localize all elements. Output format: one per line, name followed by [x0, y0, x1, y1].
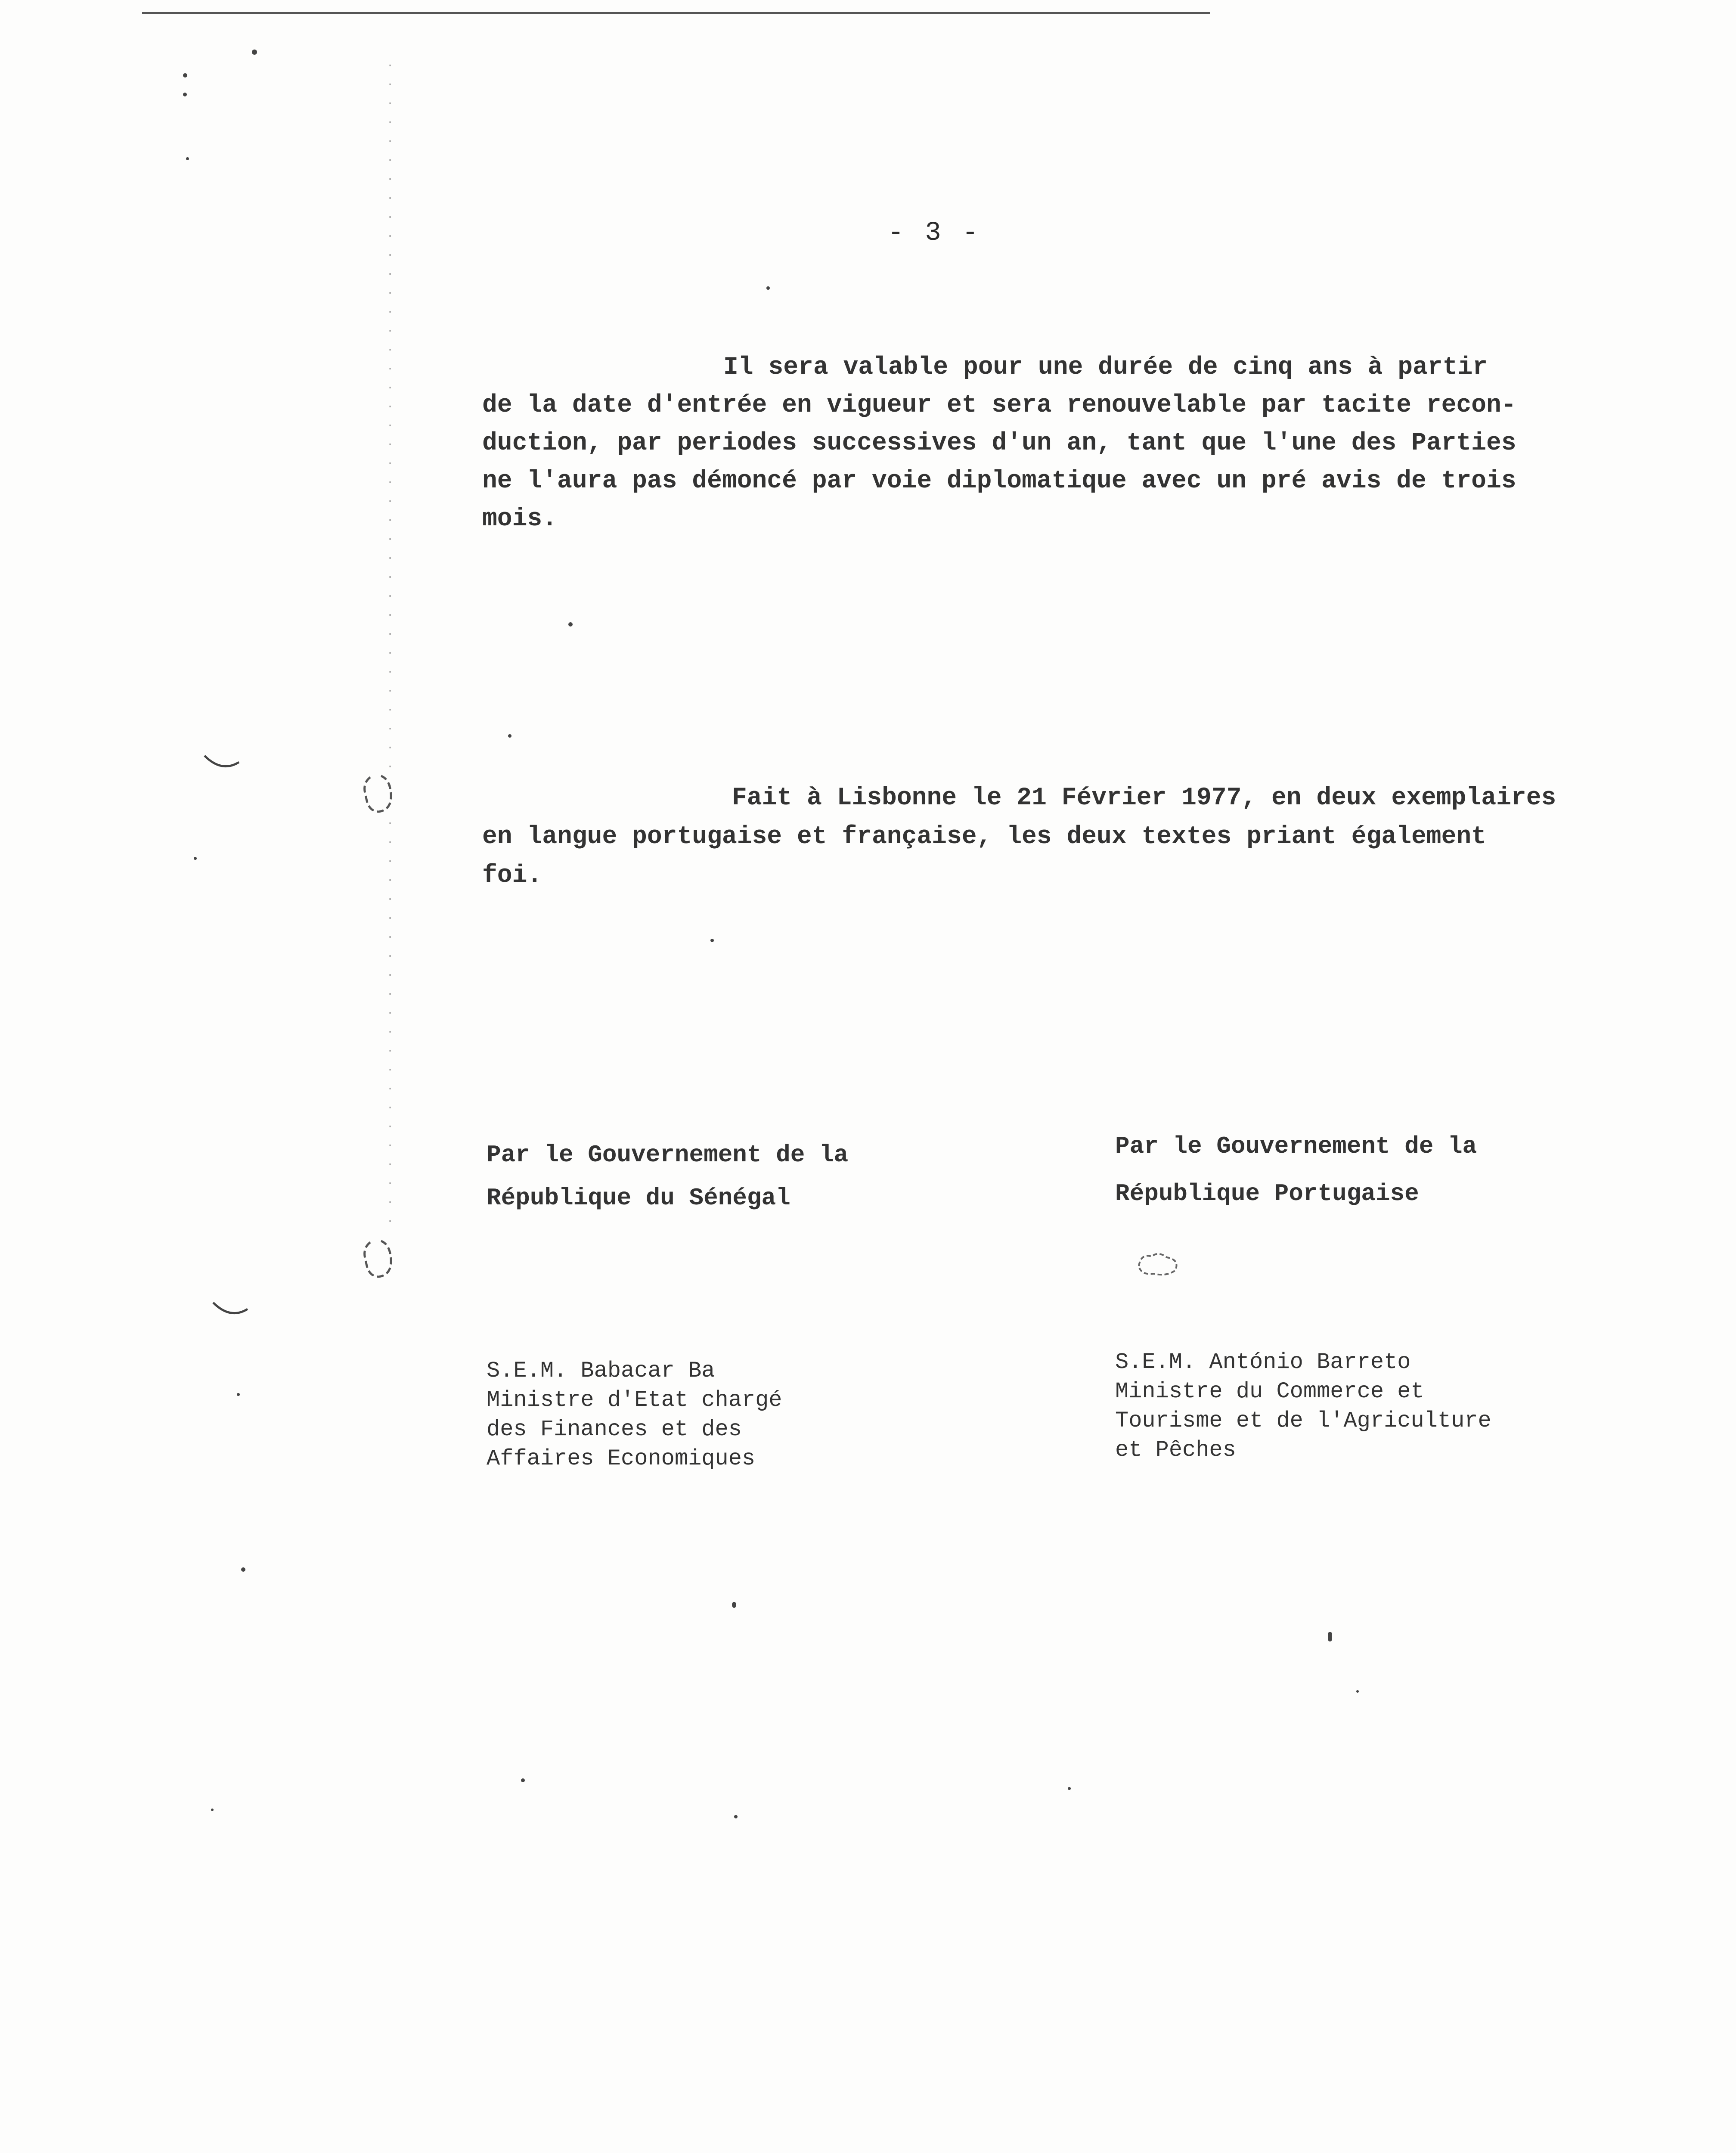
left-signatory-name: S.E.M. Babacar Ba	[487, 1358, 715, 1384]
left-signatory-title-line-2: des Finances et des	[487, 1417, 742, 1442]
seal-mark	[1132, 1249, 1184, 1279]
margin-dotted-line	[388, 65, 393, 1227]
speck	[194, 857, 197, 860]
top-border-line	[142, 12, 1210, 14]
paragraph-1-line-5: mois.	[482, 505, 558, 533]
paragraph-1-line-3: duction, par periodes successives d'un an, tant que l'une des Parties	[482, 429, 1516, 457]
right-signatory-heading-line-2: République Portugaise	[1115, 1180, 1419, 1207]
left-signatory-title-line-3: Affaires Economiques	[487, 1446, 756, 1471]
paragraph-2-line-1: Fait à Lisbonne le 21 Février 1977, en deux exemplaires	[732, 784, 1556, 812]
right-signatory-heading-line-1: Par le Gouvernement de la	[1115, 1132, 1477, 1160]
left-signatory-heading-line-1: Par le Gouvernement de la	[487, 1141, 849, 1169]
speck	[1328, 1632, 1332, 1641]
speck	[732, 1602, 736, 1608]
margin-arc-mark-upper	[202, 754, 241, 771]
right-signatory-title-line-1: Ministre du Commerce et	[1115, 1379, 1424, 1404]
speck	[734, 1815, 738, 1818]
speck	[1068, 1787, 1071, 1790]
speck	[508, 734, 512, 738]
speck	[183, 93, 187, 96]
left-signatory-title-line-1: Ministre d'Etat chargé	[487, 1387, 782, 1413]
right-signatory-title-line-2: Tourisme et de l'Agriculture	[1115, 1408, 1491, 1433]
speck	[710, 939, 714, 942]
left-signatory-heading-line-2: République du Sénégal	[487, 1184, 790, 1212]
paragraph-1-line-1: Il sera valable pour une durée de cinq ans à partir	[723, 354, 1488, 382]
speck	[1356, 1690, 1359, 1693]
paragraph-1-line-4: ne l'aura pas démoncé par voie diplomatique avec un pré avis de trois	[482, 467, 1516, 495]
right-signatory-name: S.E.M. António Barreto	[1115, 1350, 1411, 1375]
speck	[211, 1809, 214, 1811]
speck	[568, 622, 573, 627]
punch-hole-mark-upper	[357, 771, 396, 818]
punch-hole-mark-lower	[357, 1236, 396, 1283]
speck	[183, 73, 187, 78]
speck	[186, 157, 189, 160]
right-signatory-title-line-3: et Pêches	[1115, 1437, 1236, 1463]
page-number: - 3 -	[887, 217, 981, 248]
speck	[237, 1393, 240, 1396]
margin-arc-mark-lower	[211, 1300, 250, 1318]
speck	[766, 286, 770, 290]
speck	[521, 1778, 525, 1782]
speck	[241, 1567, 245, 1572]
speck	[252, 50, 257, 55]
paragraph-1-line-2: de la date d'entrée en vigueur et sera renouvelable par tacite recon-	[482, 391, 1516, 419]
paragraph-2-line-2: en langue portugaise et française, les deux textes priant également	[482, 823, 1486, 851]
paragraph-2-line-3: foi.	[482, 862, 542, 890]
